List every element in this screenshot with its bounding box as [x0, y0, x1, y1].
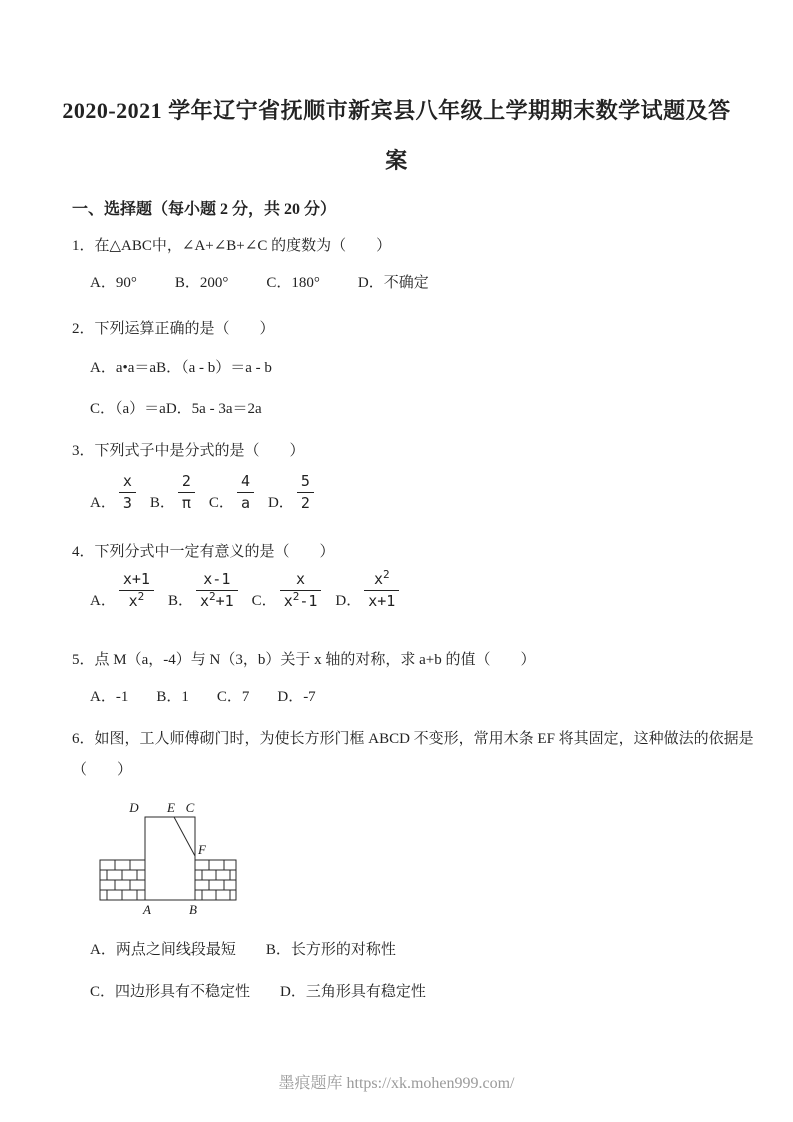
question-2-stem: 2．下列运算正确的是（ ） — [72, 321, 275, 337]
option-b: B．200° — [174, 275, 229, 291]
question-3-options — [90, 472, 328, 513]
label-A: A — [143, 902, 151, 917]
option-a: A．90° — [90, 275, 137, 291]
question-2-options-ab — [90, 356, 272, 377]
question-6-options-cd — [90, 980, 426, 1001]
label-B: B — [189, 902, 197, 917]
option-b: B．1 — [156, 689, 189, 705]
question-1-stem: 1．在△ABC中，∠A+∠B+∠C 的度数为（ ） — [72, 238, 392, 254]
option-d: D．-7 — [277, 689, 316, 705]
option-b: B．（a - b）＝a - b — [156, 360, 272, 376]
label-C: C — [185, 800, 195, 815]
fraction-b: $\frac{x-1}{x^2+1}$ — [196, 570, 238, 611]
footer-source-text: 墨痕题库 https://xk.mohen999.com/ — [278, 1075, 515, 1092]
option-c: C．（a）＝a — [90, 401, 166, 417]
document-title-line2: 案 — [385, 148, 408, 173]
option-b-label: B． — [149, 495, 175, 511]
option-d: D．不确定 — [357, 275, 429, 291]
option-b: B．长方形的对称性 — [265, 942, 396, 958]
option-c-label: C． — [208, 495, 234, 511]
option-b-label: B． — [167, 593, 193, 609]
fraction-a: $\frac{x+1}{x^2}$ — [119, 570, 154, 611]
question-6-options-ab — [90, 938, 396, 959]
question-1-options — [90, 271, 429, 292]
section-heading: 一、选择题（每小题 2 分，共 20 分） — [72, 201, 337, 218]
option-c: C．180° — [266, 275, 320, 291]
label-F: F — [198, 842, 206, 857]
question-6-stem-line2: （ ） — [72, 762, 133, 778]
option-c-label: C． — [251, 593, 277, 609]
option-d: D．5a - 3a＝2a — [165, 401, 262, 417]
question-2-options-cd — [90, 397, 262, 418]
question-5-options — [90, 685, 344, 706]
question-3-stem: 3．下列式子中是分式的是（ ） — [72, 443, 305, 459]
option-d-label: D． — [335, 593, 362, 609]
option-a: A．-1 — [90, 689, 129, 705]
brace-EF — [174, 817, 195, 856]
door-rectangle — [145, 817, 195, 900]
question-5-stem: 5．点 M（a，-4）与 N（3，b）关于 x 轴的对称，求 a+b 的值（ ） — [72, 652, 536, 668]
fraction-c: $\frac{x}{x^2-1}$ — [280, 570, 322, 611]
option-c: C．四边形具有不稳定性 — [90, 984, 251, 1000]
door-frame-figure — [98, 795, 238, 917]
fraction-d: $\frac{x^2}{x+1}$ — [364, 570, 399, 611]
fraction-b: $\frac{2}{\pi}$ — [178, 472, 195, 513]
option-d-label: D． — [267, 495, 294, 511]
option-a: A．a•a＝a — [90, 360, 157, 376]
fraction-a: $\frac{x}{3}$ — [119, 472, 136, 513]
label-E: E — [167, 800, 175, 815]
question-6-stem-line1: 6．如图，工人师傅砌门时，为使长方形门框 ABCD 不变形，常用木条 EF 将其固定，这种做法的依据是 — [72, 731, 754, 747]
fraction-c: $\frac{4}{a}$ — [237, 472, 254, 513]
fraction-d: $\frac{5}{2}$ — [297, 472, 314, 513]
question-4-stem: 4．下列分式中一定有意义的是（ ） — [72, 544, 335, 560]
option-a-label: A． — [90, 495, 116, 511]
question-4-options — [90, 570, 413, 611]
option-a: A．两点之间线段最短 — [90, 942, 236, 958]
option-d: D．三角形具有稳定性 — [280, 984, 426, 1000]
option-c: C．7 — [216, 689, 250, 705]
document-title-line1: 2020-2021 学年辽宁省抚顺市新宾县八年级上学期期末数学试题及答 — [62, 98, 731, 123]
label-D: D — [129, 800, 139, 815]
option-a-label: A． — [90, 593, 116, 609]
